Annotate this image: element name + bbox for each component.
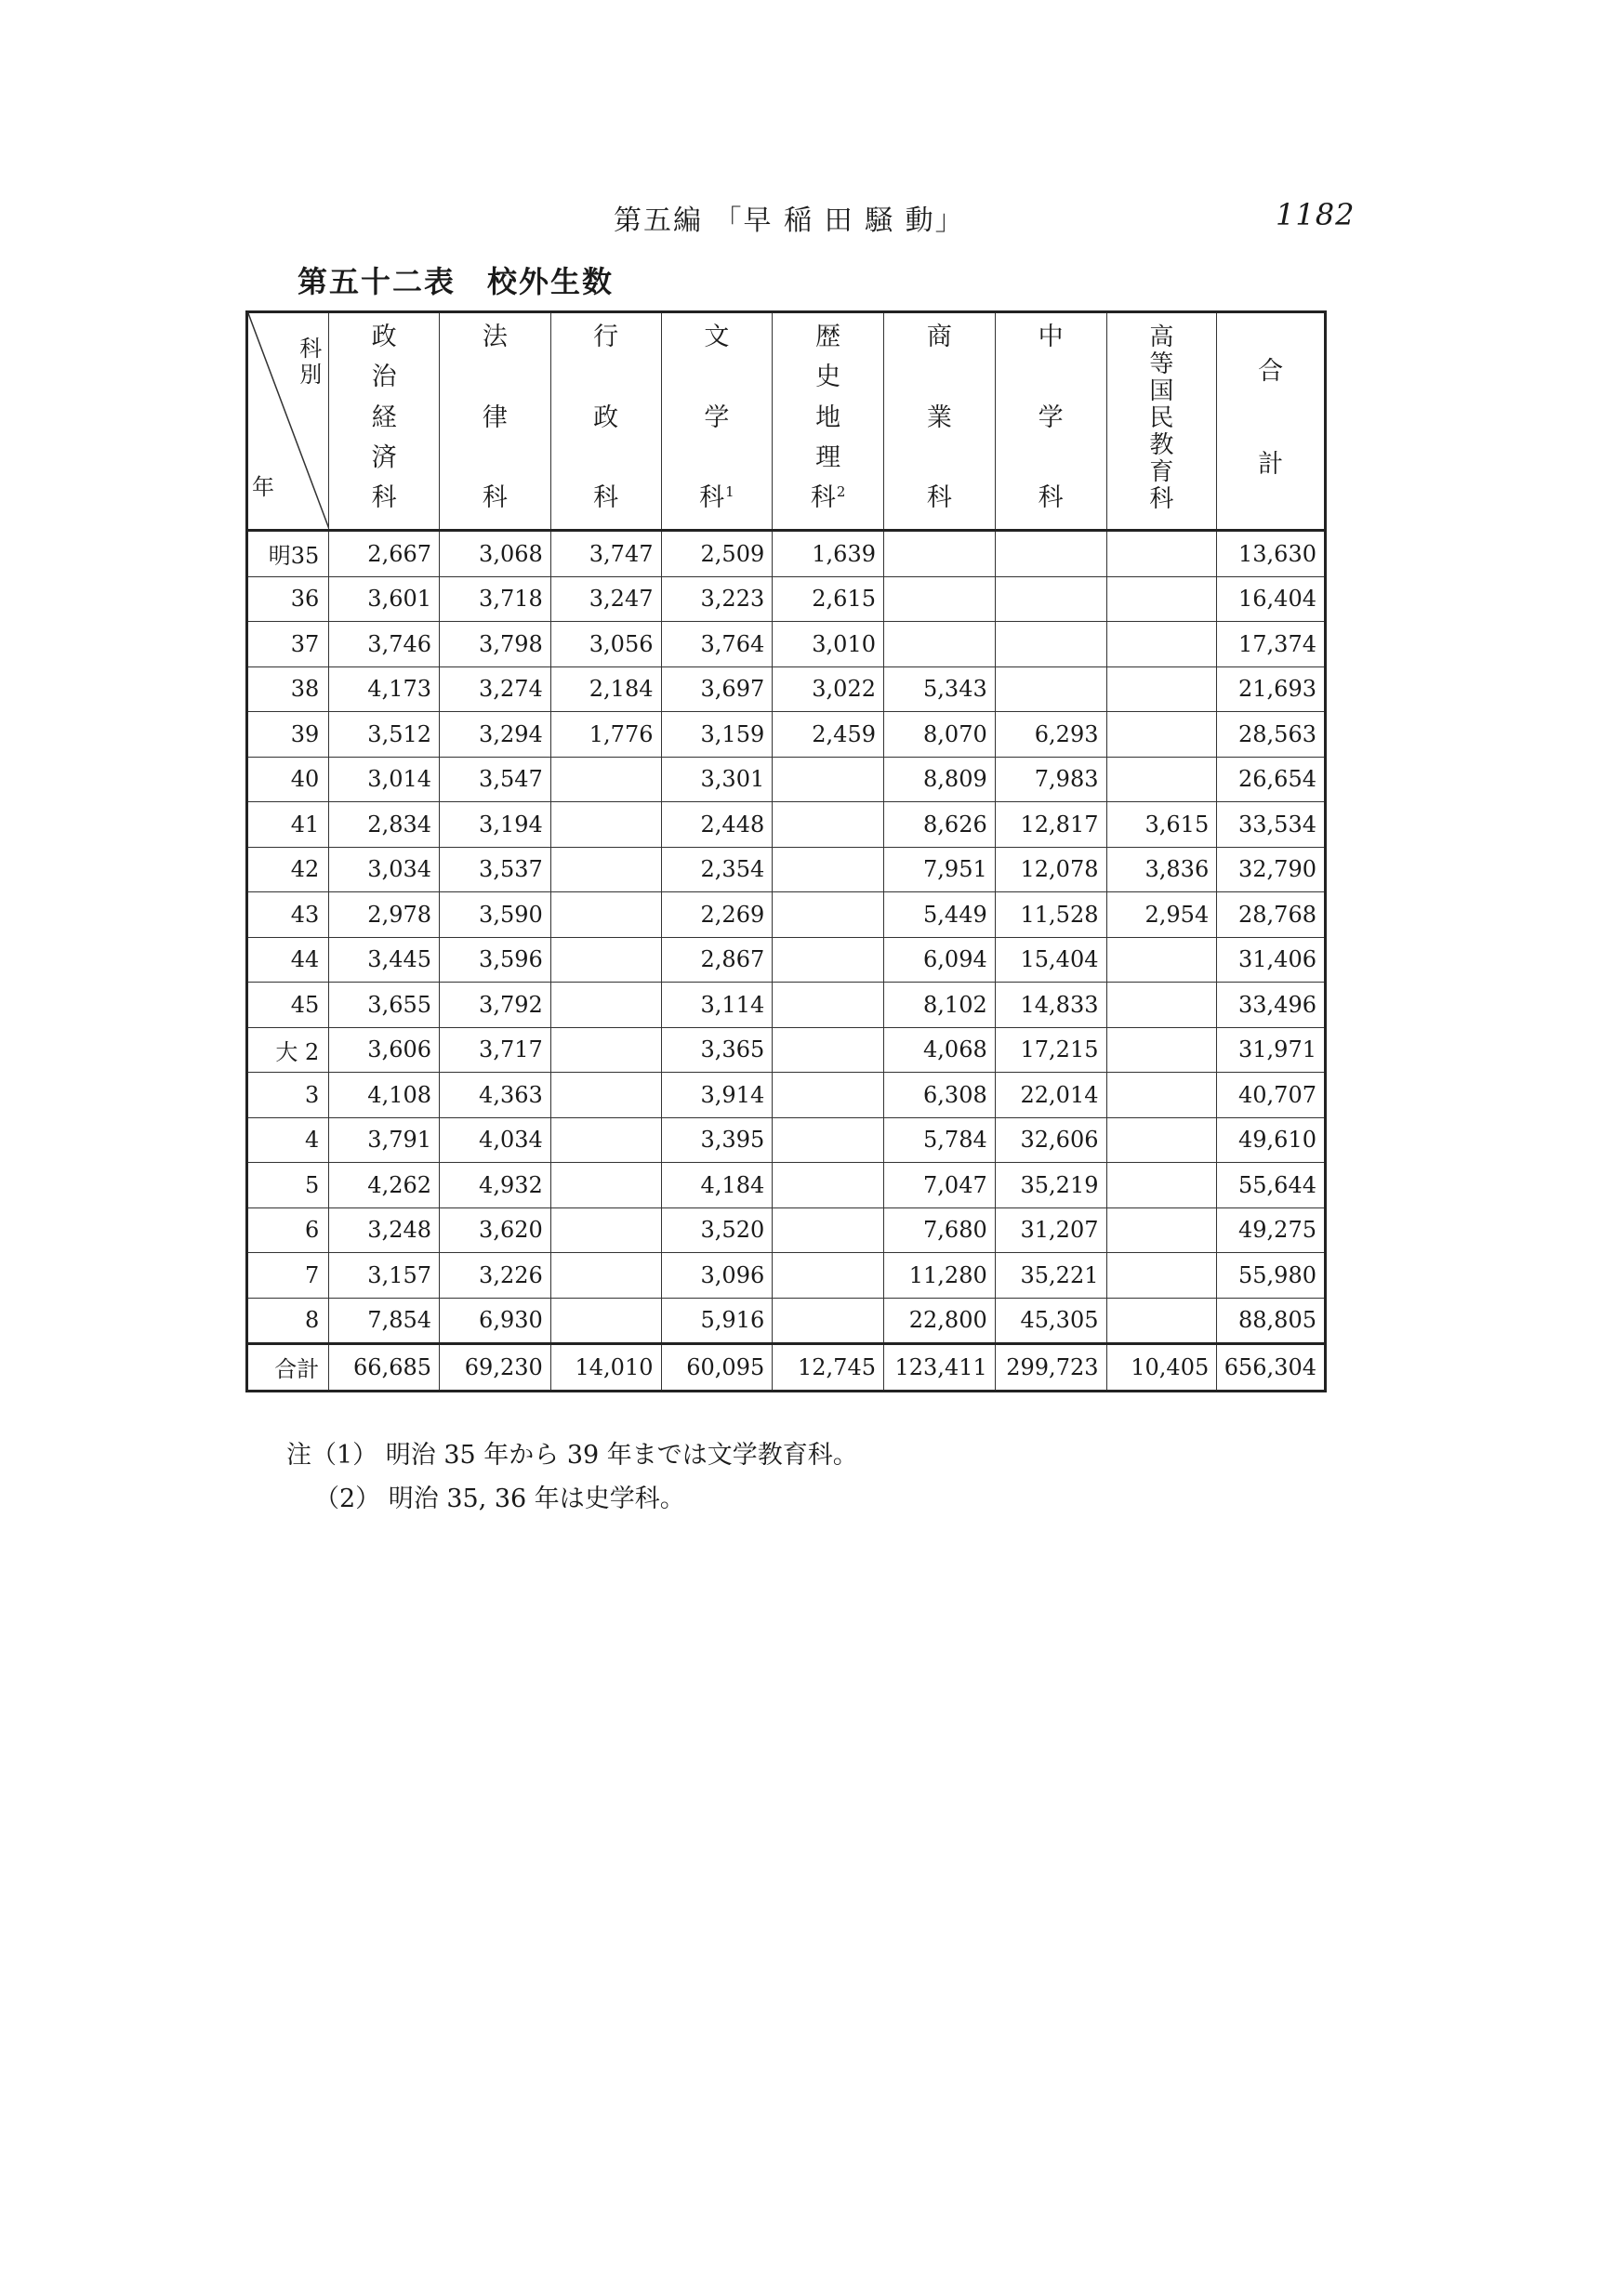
running-head: 第五編 「早 稲 田 騒 動」 xyxy=(614,205,965,237)
value-cell xyxy=(1106,757,1217,802)
year-cell: 明35 xyxy=(247,531,329,577)
value-cell: 3,520 xyxy=(661,1207,773,1253)
footnote: 注（1） 明治 35 年から 39 年までは文学教育科。 xyxy=(286,1441,858,1470)
value-cell: 3,159 xyxy=(661,712,773,758)
value-cell: 14,833 xyxy=(995,983,1106,1028)
column-header-char: 政 xyxy=(593,402,619,432)
footnote: （2） 明治 35, 36 年は史学科。 xyxy=(314,1484,685,1513)
table-row xyxy=(247,937,1326,983)
value-cell: 7,854 xyxy=(329,1298,440,1344)
column-header xyxy=(995,312,1106,531)
table-row xyxy=(247,1253,1326,1299)
column-header-char: 文 xyxy=(704,323,730,351)
value-cell: 299,723 xyxy=(995,1344,1106,1392)
value-cell: 3,792 xyxy=(440,983,551,1028)
value-cell: 3,014 xyxy=(329,757,440,802)
column-header-char: 史 xyxy=(815,363,841,392)
table-row xyxy=(247,892,1326,938)
table-title: 第五十二表 校外生数 xyxy=(298,264,615,299)
value-cell: 8,626 xyxy=(884,802,996,848)
table-row xyxy=(247,622,1326,667)
year-cell: 38 xyxy=(247,666,329,712)
value-cell: 55,980 xyxy=(1217,1253,1326,1299)
value-cell: 3,764 xyxy=(661,622,773,667)
value-cell xyxy=(773,1163,884,1208)
value-cell xyxy=(1106,666,1217,712)
value-cell: 12,745 xyxy=(773,1344,884,1392)
value-cell xyxy=(550,1027,661,1073)
value-cell: 3,194 xyxy=(440,802,551,848)
year-cell: 5 xyxy=(247,1163,329,1208)
column-header-char: 行 xyxy=(593,323,619,351)
table-row xyxy=(247,712,1326,758)
value-cell: 69,230 xyxy=(440,1344,551,1392)
value-cell: 2,667 xyxy=(329,531,440,577)
value-cell: 2,354 xyxy=(661,847,773,892)
value-cell: 7,047 xyxy=(884,1163,996,1208)
value-cell xyxy=(773,802,884,848)
value-cell xyxy=(1106,576,1217,622)
value-cell: 14,010 xyxy=(550,1344,661,1392)
year-cell: 41 xyxy=(247,802,329,848)
value-cell xyxy=(1106,1298,1217,1344)
value-cell xyxy=(1106,1207,1217,1253)
value-cell: 49,275 xyxy=(1217,1207,1326,1253)
value-cell xyxy=(773,983,884,1028)
column-header-char: 治 xyxy=(371,363,397,392)
value-cell: 3,615 xyxy=(1106,802,1217,848)
value-cell: 11,280 xyxy=(884,1253,996,1299)
column-header-char: 学 xyxy=(1038,402,1064,432)
value-cell: 3,274 xyxy=(440,666,551,712)
value-cell: 2,459 xyxy=(773,712,884,758)
value-cell: 10,405 xyxy=(1106,1344,1217,1392)
footnotes xyxy=(286,1433,858,1521)
column-header-char: 学 xyxy=(704,402,730,432)
table-row xyxy=(247,802,1326,848)
year-cell: 37 xyxy=(247,622,329,667)
column-header-char: 科 xyxy=(699,483,725,512)
value-cell xyxy=(995,666,1106,712)
value-cell: 2,615 xyxy=(773,576,884,622)
value-cell: 40,707 xyxy=(1217,1073,1326,1118)
value-cell: 88,805 xyxy=(1217,1298,1326,1344)
statistics-table-container xyxy=(245,310,1327,1392)
column-header-char: 計 xyxy=(1258,449,1284,479)
value-cell: 3,395 xyxy=(661,1117,773,1163)
value-cell: 4,034 xyxy=(440,1117,551,1163)
column-header-char: 経 xyxy=(371,402,397,432)
value-cell xyxy=(773,757,884,802)
column-header-char: 育 xyxy=(1149,458,1174,486)
value-cell xyxy=(995,531,1106,577)
value-cell xyxy=(1106,1117,1217,1163)
statistics-table xyxy=(245,310,1327,1392)
column-header-char: 教 xyxy=(1149,431,1174,459)
year-cell: 40 xyxy=(247,757,329,802)
value-cell: 7,951 xyxy=(884,847,996,892)
value-cell: 6,293 xyxy=(995,712,1106,758)
value-cell: 31,971 xyxy=(1217,1027,1326,1073)
column-header-char: 中 xyxy=(1038,323,1064,351)
column-header-char: 民 xyxy=(1149,404,1174,432)
column-header-char: 理 xyxy=(815,442,841,472)
table-row xyxy=(247,1117,1326,1163)
value-cell: 3,114 xyxy=(661,983,773,1028)
year-cell: 43 xyxy=(247,892,329,938)
table-row xyxy=(247,531,1326,577)
year-cell: 大 2 xyxy=(247,1027,329,1073)
value-cell: 33,496 xyxy=(1217,983,1326,1028)
value-cell xyxy=(550,1207,661,1253)
value-cell: 3,747 xyxy=(550,531,661,577)
value-cell: 3,223 xyxy=(661,576,773,622)
value-cell: 32,606 xyxy=(995,1117,1106,1163)
value-cell xyxy=(1106,1027,1217,1073)
year-cell: 7 xyxy=(247,1253,329,1299)
column-header-char: 高 xyxy=(1149,323,1174,351)
column-header-char: 科 xyxy=(1038,483,1064,512)
value-cell: 3,590 xyxy=(440,892,551,938)
value-cell: 22,014 xyxy=(995,1073,1106,1118)
value-cell: 2,834 xyxy=(329,802,440,848)
value-cell xyxy=(884,576,996,622)
year-cell: 8 xyxy=(247,1298,329,1344)
value-cell xyxy=(1106,983,1217,1028)
column-header-char: 商 xyxy=(926,323,952,351)
value-cell: 3,537 xyxy=(440,847,551,892)
column-header xyxy=(1106,312,1217,531)
value-cell: 33,534 xyxy=(1217,802,1326,848)
column-header xyxy=(661,312,773,531)
value-cell: 4,932 xyxy=(440,1163,551,1208)
value-cell xyxy=(773,1207,884,1253)
value-cell xyxy=(773,1298,884,1344)
value-cell xyxy=(550,802,661,848)
value-cell: 2,448 xyxy=(661,802,773,848)
corner-header-cell xyxy=(247,312,329,531)
value-cell: 8,809 xyxy=(884,757,996,802)
value-cell xyxy=(550,847,661,892)
year-cell: 合計 xyxy=(247,1344,329,1392)
table-row xyxy=(247,1027,1326,1073)
footnote-marker: 1 xyxy=(725,483,734,500)
value-cell: 2,954 xyxy=(1106,892,1217,938)
column-header xyxy=(1217,312,1326,531)
table-row xyxy=(247,666,1326,712)
year-cell: 3 xyxy=(247,1073,329,1118)
column-header-char: 科 xyxy=(810,483,836,512)
value-cell xyxy=(1106,712,1217,758)
year-cell: 36 xyxy=(247,576,329,622)
value-cell: 6,094 xyxy=(884,937,996,983)
value-cell xyxy=(1106,937,1217,983)
value-cell: 7,680 xyxy=(884,1207,996,1253)
page-number: 1182 xyxy=(1276,197,1356,232)
value-cell xyxy=(550,1117,661,1163)
value-cell: 5,784 xyxy=(884,1117,996,1163)
table-row xyxy=(247,847,1326,892)
value-cell: 2,184 xyxy=(550,666,661,712)
column-header-char: 地 xyxy=(815,402,841,432)
value-cell: 26,654 xyxy=(1217,757,1326,802)
value-cell: 3,294 xyxy=(440,712,551,758)
value-cell: 3,746 xyxy=(329,622,440,667)
value-cell xyxy=(550,1298,661,1344)
value-cell xyxy=(550,937,661,983)
value-cell xyxy=(550,1073,661,1118)
value-cell xyxy=(773,1117,884,1163)
value-cell: 1,639 xyxy=(773,531,884,577)
column-header-last xyxy=(811,485,846,510)
value-cell: 2,867 xyxy=(661,937,773,983)
value-cell xyxy=(773,847,884,892)
value-cell: 45,305 xyxy=(995,1298,1106,1344)
column-header-char: 法 xyxy=(482,323,508,351)
value-cell: 55,644 xyxy=(1217,1163,1326,1208)
column-header xyxy=(884,312,996,531)
value-cell: 3,512 xyxy=(329,712,440,758)
total-row xyxy=(247,1344,1326,1392)
value-cell: 6,308 xyxy=(884,1073,996,1118)
value-cell: 3,096 xyxy=(661,1253,773,1299)
column-header-char: 業 xyxy=(926,402,952,432)
table-row xyxy=(247,1163,1326,1208)
value-cell: 5,916 xyxy=(661,1298,773,1344)
value-cell: 8,070 xyxy=(884,712,996,758)
value-cell xyxy=(550,1163,661,1208)
value-cell: 3,717 xyxy=(440,1027,551,1073)
table-row xyxy=(247,576,1326,622)
column-header-char: 科 xyxy=(593,483,619,512)
column-header-char: 科 xyxy=(371,483,397,512)
year-cell: 39 xyxy=(247,712,329,758)
year-cell: 45 xyxy=(247,983,329,1028)
value-cell: 15,404 xyxy=(995,937,1106,983)
column-header xyxy=(550,312,661,531)
value-cell: 4,363 xyxy=(440,1073,551,1118)
table-row xyxy=(247,1207,1326,1253)
value-cell: 4,184 xyxy=(661,1163,773,1208)
column-header-char: 済 xyxy=(371,442,397,472)
value-cell: 3,655 xyxy=(329,983,440,1028)
table-row xyxy=(247,1073,1326,1118)
value-cell xyxy=(1106,531,1217,577)
year-cell: 44 xyxy=(247,937,329,983)
value-cell: 5,449 xyxy=(884,892,996,938)
value-cell: 1,776 xyxy=(550,712,661,758)
value-cell: 3,547 xyxy=(440,757,551,802)
value-cell: 3,034 xyxy=(329,847,440,892)
value-cell: 17,215 xyxy=(995,1027,1106,1073)
value-cell: 3,718 xyxy=(440,576,551,622)
value-cell: 60,095 xyxy=(661,1344,773,1392)
value-cell xyxy=(550,892,661,938)
table-row xyxy=(247,1298,1326,1344)
value-cell xyxy=(773,1073,884,1118)
table-row xyxy=(247,983,1326,1028)
value-cell: 3,620 xyxy=(440,1207,551,1253)
value-cell: 31,207 xyxy=(995,1207,1106,1253)
column-axis-label: 科別 xyxy=(299,336,323,388)
column-header xyxy=(773,312,884,531)
value-cell: 3,056 xyxy=(550,622,661,667)
column-header xyxy=(329,312,440,531)
value-cell xyxy=(550,983,661,1028)
value-cell: 3,914 xyxy=(661,1073,773,1118)
value-cell xyxy=(773,892,884,938)
value-cell: 3,022 xyxy=(773,666,884,712)
value-cell xyxy=(1106,1253,1217,1299)
value-cell: 3,365 xyxy=(661,1027,773,1073)
value-cell xyxy=(995,576,1106,622)
value-cell: 16,404 xyxy=(1217,576,1326,622)
value-cell: 3,068 xyxy=(440,531,551,577)
value-cell: 66,685 xyxy=(329,1344,440,1392)
value-cell: 8,102 xyxy=(884,983,996,1028)
value-cell xyxy=(1106,1073,1217,1118)
footnote-marker: 2 xyxy=(836,483,846,500)
value-cell: 28,563 xyxy=(1217,712,1326,758)
value-cell: 12,078 xyxy=(995,847,1106,892)
value-cell: 4,068 xyxy=(884,1027,996,1073)
column-header xyxy=(440,312,551,531)
value-cell: 3,157 xyxy=(329,1253,440,1299)
value-cell: 17,374 xyxy=(1217,622,1326,667)
column-header-char: 科 xyxy=(482,483,508,512)
value-cell xyxy=(1106,622,1217,667)
value-cell: 3,606 xyxy=(329,1027,440,1073)
value-cell: 3,010 xyxy=(773,622,884,667)
value-cell: 3,596 xyxy=(440,937,551,983)
value-cell: 49,610 xyxy=(1217,1117,1326,1163)
value-cell: 5,343 xyxy=(884,666,996,712)
value-cell xyxy=(773,937,884,983)
value-cell xyxy=(550,757,661,802)
value-cell xyxy=(995,622,1106,667)
value-cell: 4,108 xyxy=(329,1073,440,1118)
year-cell: 4 xyxy=(247,1117,329,1163)
value-cell: 2,269 xyxy=(661,892,773,938)
year-cell: 42 xyxy=(247,847,329,892)
value-cell xyxy=(773,1253,884,1299)
value-cell: 123,411 xyxy=(884,1344,996,1392)
value-cell xyxy=(1106,1163,1217,1208)
table-body xyxy=(247,531,1326,1392)
column-header-char: 等 xyxy=(1149,350,1174,378)
value-cell: 3,226 xyxy=(440,1253,551,1299)
value-cell: 32,790 xyxy=(1217,847,1326,892)
column-header-char: 国 xyxy=(1149,377,1174,405)
value-cell: 3,836 xyxy=(1106,847,1217,892)
value-cell: 35,221 xyxy=(995,1253,1106,1299)
value-cell: 31,406 xyxy=(1217,937,1326,983)
value-cell: 21,693 xyxy=(1217,666,1326,712)
value-cell: 28,768 xyxy=(1217,892,1326,938)
value-cell: 3,248 xyxy=(329,1207,440,1253)
table-header-row xyxy=(247,312,1326,531)
value-cell: 35,219 xyxy=(995,1163,1106,1208)
value-cell xyxy=(550,1253,661,1299)
column-header-char: 律 xyxy=(482,402,508,432)
value-cell: 3,791 xyxy=(329,1117,440,1163)
value-cell: 6,930 xyxy=(440,1298,551,1344)
value-cell: 3,601 xyxy=(329,576,440,622)
value-cell xyxy=(773,1027,884,1073)
value-cell: 3,247 xyxy=(550,576,661,622)
value-cell: 3,301 xyxy=(661,757,773,802)
year-cell: 6 xyxy=(247,1207,329,1253)
row-axis-label: 年 xyxy=(252,474,274,500)
column-header-last xyxy=(699,485,734,510)
value-cell: 22,800 xyxy=(884,1298,996,1344)
value-cell: 7,983 xyxy=(995,757,1106,802)
value-cell: 13,630 xyxy=(1217,531,1326,577)
column-header-char: 政 xyxy=(371,323,397,351)
column-header-char: 歴 xyxy=(815,323,841,351)
value-cell: 3,798 xyxy=(440,622,551,667)
value-cell: 12,817 xyxy=(995,802,1106,848)
value-cell: 11,528 xyxy=(995,892,1106,938)
column-header-char: 科 xyxy=(926,483,952,512)
value-cell xyxy=(884,531,996,577)
value-cell: 2,509 xyxy=(661,531,773,577)
value-cell: 656,304 xyxy=(1217,1344,1326,1392)
column-header-char: 科 xyxy=(1149,485,1174,513)
value-cell xyxy=(884,622,996,667)
value-cell: 4,262 xyxy=(329,1163,440,1208)
value-cell: 4,173 xyxy=(329,666,440,712)
table-row xyxy=(247,757,1326,802)
column-header-char: 合 xyxy=(1258,356,1284,386)
value-cell: 3,445 xyxy=(329,937,440,983)
value-cell: 3,697 xyxy=(661,666,773,712)
value-cell: 2,978 xyxy=(329,892,440,938)
